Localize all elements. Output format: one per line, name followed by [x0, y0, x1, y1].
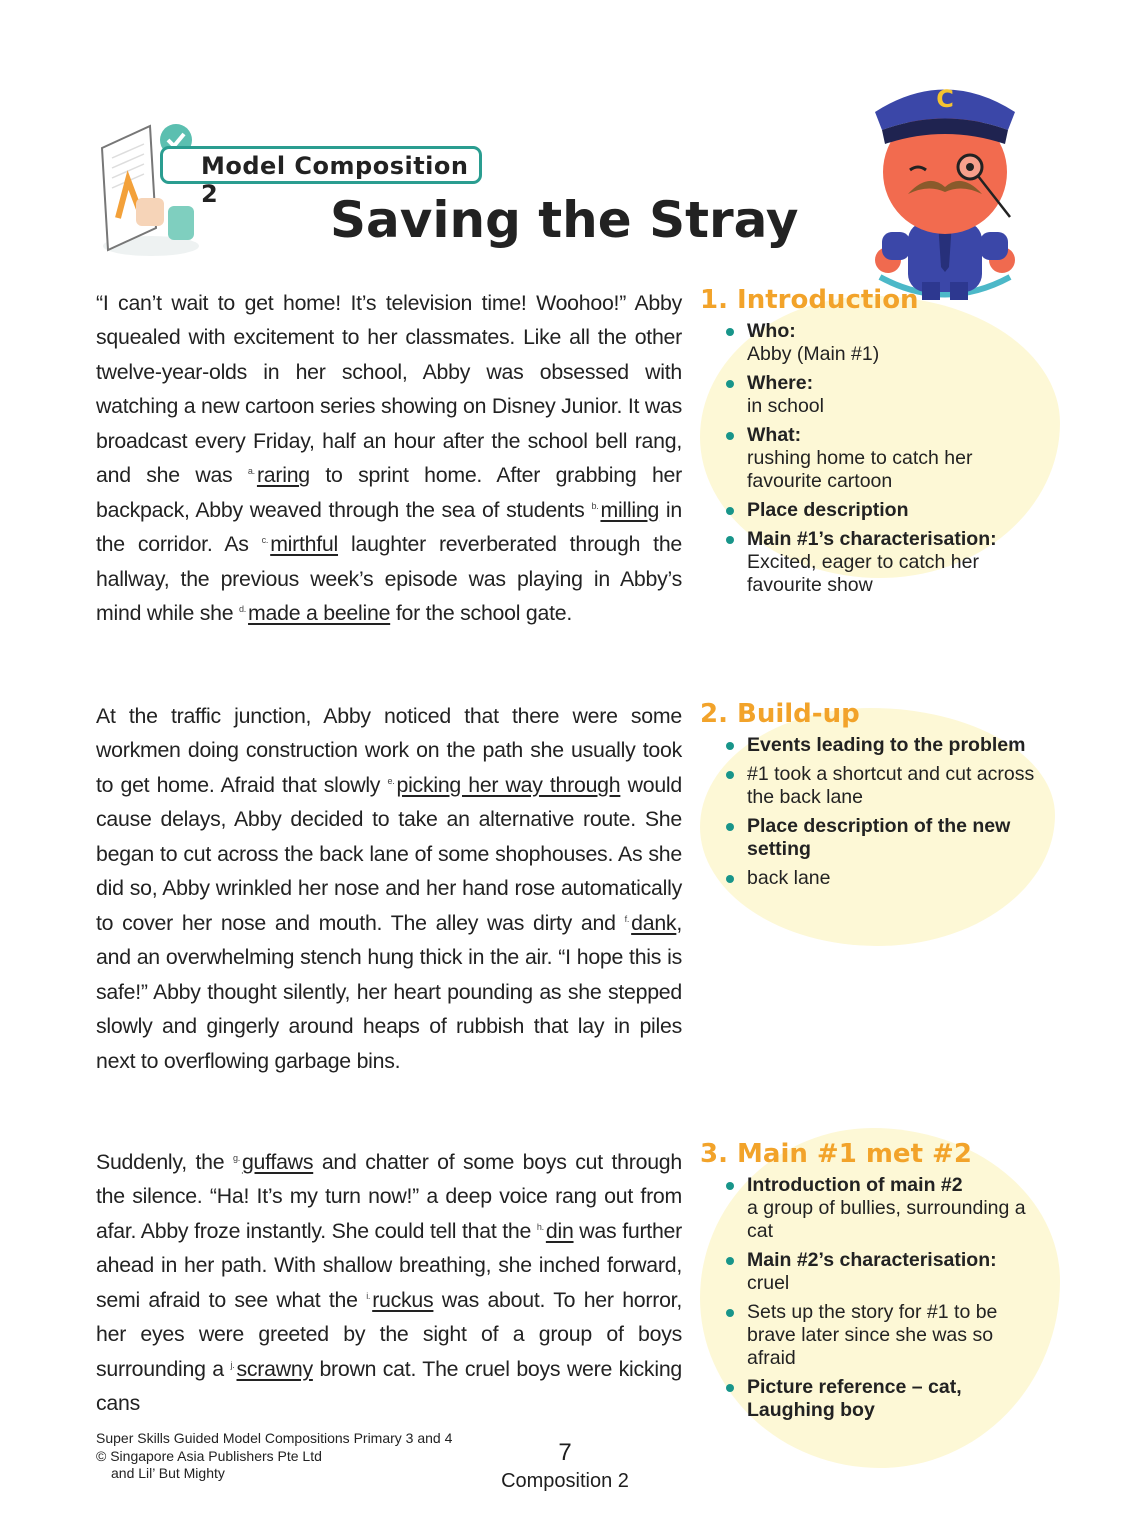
- note-item: [726, 320, 1040, 366]
- note-item-label: Place description: [747, 499, 909, 521]
- note-item: [726, 1301, 1040, 1370]
- note-item-text: rushing home to catch her favourite cartoon: [747, 447, 973, 492]
- vocab-marker: e.: [387, 775, 395, 786]
- vocab-word: din: [545, 1218, 574, 1243]
- vocab-word: mirthful: [270, 532, 339, 557]
- note-item: [726, 424, 1040, 493]
- note-item: [726, 1174, 1040, 1243]
- note-item-label: What:: [747, 424, 802, 446]
- note-item: [726, 528, 1040, 597]
- police-mascot-illustration: [860, 72, 1030, 302]
- note-item-label: Main #2’s characterisation:: [747, 1249, 997, 1271]
- vocab-marker: i.: [366, 1290, 371, 1301]
- footer-copyright: © Singapore Asia Publishers Pte Ltd: [96, 1447, 322, 1464]
- footer-credits: [96, 1430, 452, 1483]
- note-item-label: Place description of the new setting: [747, 815, 1011, 860]
- vocab-word: raring: [256, 463, 310, 488]
- vocab-word: milling: [600, 497, 660, 522]
- note-item-text: in school: [747, 395, 824, 417]
- vocab-marker: c.: [261, 535, 269, 546]
- note-item-text: Excited, eager to catch her favourite show: [747, 551, 979, 596]
- page-number: 7: [558, 1439, 572, 1466]
- note-list: [700, 320, 1040, 597]
- note-build-up: [700, 698, 1040, 896]
- note-item: [726, 372, 1040, 418]
- note-item-text: Sets up the story for #1 to be brave later since she was so afraid: [747, 1301, 998, 1369]
- note-item-label: Events leading to the problem: [747, 734, 1026, 756]
- note-list: [700, 734, 1040, 890]
- story-paragraph: “I can’t wait to get home! It’s television time! Woohoo!” Abby squealed with excitement to her classmates. Like all the other twelve-year-olds in her school, Abby was obsessed with watching a new cartoon series showing on Disney Junior. It was broadcast every Friday, half an hour after the school bell rang, and she was $^{a.}$raring to sprint home. After grabbing her backpack, Abby weaved through the sea of students $^{b.}$milling in the corridor. As $^{c.}$mirthful laughter reverberated through the hallway, the previous week’s episode was playing in Abby’s mind while she $^{d.}$made a beeline for the school gate.: [96, 291, 683, 626]
- note-item: [726, 763, 1040, 809]
- vocab-marker: a.: [247, 466, 255, 477]
- note-item: [726, 499, 1040, 522]
- section-label: Composition 2: [501, 1470, 629, 1492]
- note-item: [726, 1249, 1040, 1295]
- story-paragraph: Suddenly, the $^{g.}$guffaws and chatter of some boys cut through the silence. “Ha! It’s my turn now!” a deep voice rang out from afar. Abby froze instantly. She could tell that the $^{h.}$din was further ahead in her path. With shallow breathing, she inched forward, semi afraid to see what the $^{i.}$ruckus was about. To her horror, her eyes were greeted by the sight of a group of boys surrounding a $^{j.}$scrawny brown cat. The cruel boys were kicking cans: [96, 1150, 683, 1416]
- vocab-word: made a beeline: [248, 601, 391, 626]
- note-item-text: Abby (Main #1): [747, 343, 880, 365]
- vocab-marker: d.: [239, 604, 247, 615]
- note-introduction: [700, 284, 1040, 603]
- note-item: [726, 867, 1040, 890]
- note-item: [726, 734, 1040, 757]
- footer-book-title: Super Skills Guided Model Compositions Primary 3 and 4: [96, 1430, 453, 1446]
- document-checkmark-icon: [96, 118, 206, 258]
- vocab-word: dank: [631, 910, 677, 935]
- composition-label: Model Composition 2: [201, 152, 469, 208]
- note-item: [726, 815, 1040, 861]
- note-item-text: cruel: [747, 1272, 790, 1294]
- vocab-word: scrawny: [236, 1356, 313, 1381]
- page-title: Saving the Stray: [330, 191, 799, 249]
- footer-copyright-cont: and Lil’ But Mighty: [111, 1465, 225, 1481]
- vocab-marker: b.: [591, 500, 599, 511]
- note-item-label: Introduction of main #2: [747, 1174, 963, 1196]
- vocab-word: picking her way through: [396, 772, 621, 797]
- note-item-text: a group of bullies, surrounding a cat: [747, 1197, 1026, 1242]
- vocab-marker: g.: [232, 1153, 240, 1163]
- note-item-label: Picture reference – cat, Laughing boy: [747, 1376, 962, 1421]
- note-item-text: #1 took a shortcut and cut across the back lane: [747, 763, 1035, 808]
- composition-badge: [160, 146, 482, 208]
- vocab-marker: j.: [230, 1359, 235, 1370]
- note-heading: 3. Main #1 met #2: [700, 1139, 972, 1169]
- note-item-label: Where:: [747, 372, 814, 394]
- note-item: [726, 1376, 1040, 1422]
- note-main-met: [700, 1138, 1040, 1428]
- note-item-label: Main #1’s characterisation:: [747, 528, 997, 550]
- story-paragraph: At the traffic junction, Abby noticed that there were some workmen doing construction work on the path she usually took to get home. Afraid that slowly $^{e.}$picking her way through would cause delays, Abby decided to take an alternative route. She began to cut across the back lane of some shophouses. As she did so, Abby wrinkled her nose and her hand rose automatically to cover her nose and mouth. The alley was dirty and $^{f.}$dank, and an overwhelming stench hung thick in the air. “I hope this is safe!” Abby thought silently, her heart pounding as she stepped slowly and gingerly around heaps of rubbish that lay in piles next to overflowing garbage bins.: [96, 704, 682, 1073]
- note-list: [700, 1174, 1040, 1422]
- vocab-word: ruckus: [372, 1287, 434, 1312]
- vocab-marker: f.: [624, 913, 630, 924]
- note-heading: 2. Build-up: [700, 699, 860, 729]
- vocab-marker: h.: [536, 1221, 544, 1232]
- note-item-text: back lane: [747, 867, 831, 889]
- mascot-badge-letter: C: [936, 85, 954, 113]
- note-item-label: Who:: [747, 320, 796, 342]
- vocab-word: guffaws: [241, 1150, 314, 1174]
- note-heading: 1. Introduction: [700, 285, 919, 315]
